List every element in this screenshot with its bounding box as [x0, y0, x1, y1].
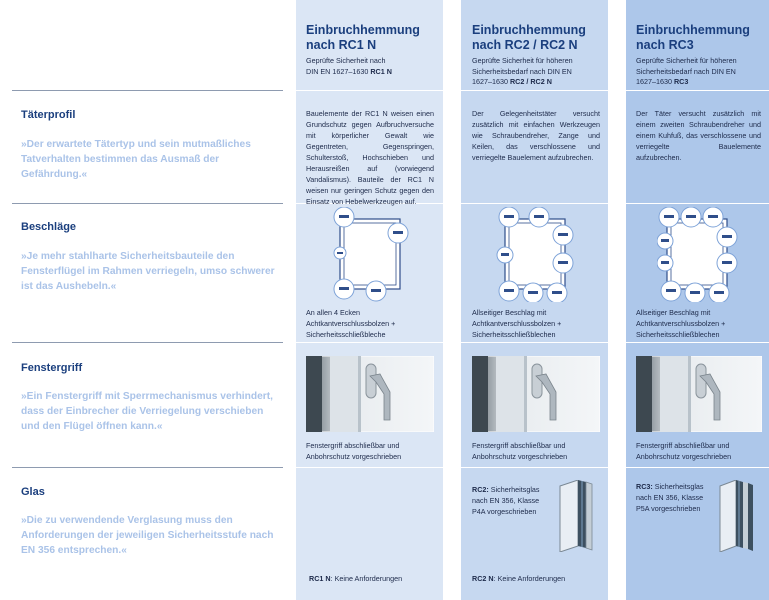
column-subtitle: Geprüfte Sicherheit für höheren Sicherheitsbedarf nach DIN EN 1627–1630 RC3 [636, 56, 737, 86]
divider [461, 90, 608, 91]
fitting-caption: An allen 4 Ecken Achtkantverschlussbolzen + Sicherheitsschließbleche [306, 308, 396, 339]
divider [296, 90, 443, 91]
divider [626, 90, 769, 91]
window-handle-photo [636, 356, 762, 432]
laminated-glass-icon [716, 480, 756, 552]
glass-no-requirement: RC2 N: Keine Anforderungen [472, 574, 566, 583]
section-quote: »Je mehr stahlharte Sicherheitsbauteile den Fensterflügel im Rahmen verriegeln, umso schwerer ist das Aushebeln.« [21, 251, 275, 292]
profile-description: Der Gelegenheitstäter versucht zusätzlich mit einfachen Werkzeugen wie Schraubendreher, Zange und Keilen, das verschlossene und verriegelte Bauelement aufzubrechen. [472, 109, 600, 162]
divider [461, 467, 608, 468]
divider [12, 90, 283, 91]
handle-caption: Fenstergriff abschließbar und Anbohrschutz vorgeschrieben [472, 441, 568, 461]
section-quote: »Der erwartete Tätertyp und sein mutmaßliches Tatverhalten bestimmen das Ausmaß der Gefährdung.« [21, 139, 251, 180]
section-quote: »Die zu verwendende Verglasung muss den Anforderungen der jeweiligen Sicherheitsstufe nach EN 356 entsprechen.« [21, 515, 274, 556]
window-fitting-diagram [330, 207, 412, 302]
window-frame [667, 219, 727, 289]
profile-description: Bauelemente der RC1 N weisen einen Grundschutz gegen Aufbruchversuche mit körperlicher Gewalt wie Gegentreten, Gegenspringen, Schulterstoß, Hochschieben und Herausreißen auf (vorwiegend Vandalismus). Bauteile der RC1 N weisen nur geringen Schutz gegen den Einsatz von Hebelwerkzeugen auf. [306, 109, 434, 206]
fitting-caption: Allseitiger Beschlag mit Achtkantverschlussbolzen + Sicherheitsschließblechen [636, 308, 726, 339]
profile-description: Der Täter versucht zusätzlich mit einem zweiten Schraubendreher und einem Kuhfuß, das verschlossene und verriegelte Bauelemente aufzubrechen. [636, 109, 761, 162]
column-title: Einbruchhemmung nach RC1 N [306, 23, 420, 52]
column-title: Einbruchhemmung nach RC2 / RC2 N [472, 23, 586, 52]
column-title: Einbruchhemmung nach RC3 [636, 23, 750, 52]
divider [626, 342, 769, 343]
window-fitting-diagram [495, 207, 577, 302]
window-handle-photo [306, 356, 434, 432]
divider [461, 203, 608, 204]
divider [461, 342, 608, 343]
window-fitting-diagram [657, 207, 739, 302]
divider [12, 203, 283, 204]
handle-caption: Fenstergriff abschließbar und Anbohrschutz vorgeschrieben [636, 441, 732, 461]
section-title: Fenstergriff [21, 362, 83, 374]
divider [12, 342, 283, 343]
handle-caption: Fenstergriff abschließbar und Anbohrschutz vorgeschrieben [306, 441, 402, 461]
divider [12, 467, 283, 468]
divider [296, 467, 443, 468]
glass-requirement: RC2: Sicherheitsglas nach EN 356, Klasse P4A vorgeschrieben [472, 485, 540, 516]
divider [626, 467, 769, 468]
divider [296, 342, 443, 343]
column-subtitle: Geprüfte Sicherheit nach DIN EN 1627–1630 RC1 N [306, 56, 392, 76]
section-quote: »Ein Fenstergriff mit Sperrmechanismus verhindert, dass der Einbrecher die Verriegelung verschieben und den Flügel öffnen kann.« [21, 391, 273, 432]
divider [626, 203, 769, 204]
section-title: Beschläge [21, 221, 77, 233]
glass-requirement: RC3: Sicherheitsglas nach EN 356, Klasse P5A vorgeschrieben [636, 482, 704, 513]
window-handle-photo [472, 356, 600, 432]
fitting-caption: Allseitiger Beschlag mit Achtkantverschlussbolzen + Sicherheitsschließblechen [472, 308, 562, 339]
glass-no-requirement: RC1 N: Keine Anforderungen [309, 574, 403, 583]
laminated-glass-icon [556, 480, 596, 552]
section-title: Glas [21, 486, 45, 498]
column-subtitle: Geprüfte Sicherheit für höheren Sicherheitsbedarf nach DIN EN 1627–1630 RC2 / RC2 N [472, 56, 573, 86]
section-title: Täterprofil [21, 109, 76, 121]
